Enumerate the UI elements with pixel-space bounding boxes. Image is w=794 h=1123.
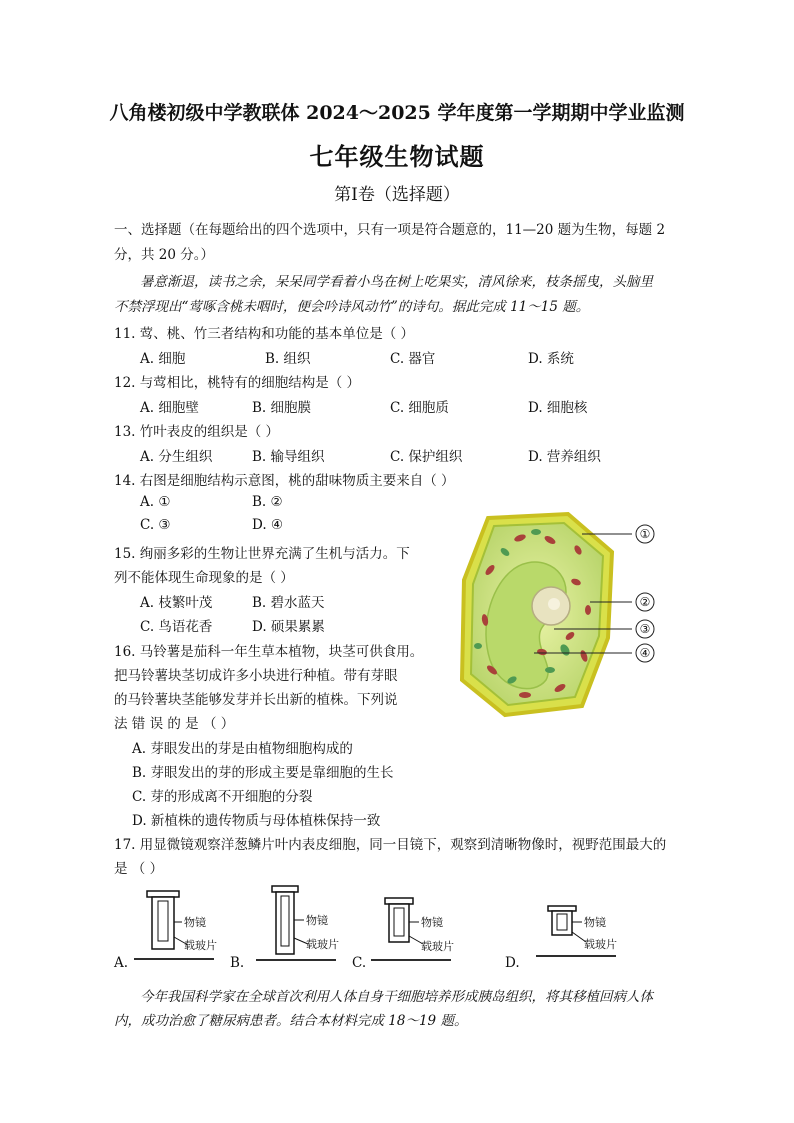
question-16-stem-line3: 的马铃薯块茎能够发芽并长出新的植株。下列说 [114,692,398,708]
passage1-line2: 不禁浮现出“莺啄含桃未咽时，便会吟诗风动竹”的诗句。据此完成 11～15 题。 [114,299,590,315]
question-11-stem: 11. 莺、桃、竹三者结构和功能的基本单位是（ ） [114,326,415,342]
q15-option-b: B. 碧水蓝天 [252,595,325,611]
exam-header-title: 八角楼初级中学教联体 2024～2025 学年度第一学期期中学业监测 [109,102,685,124]
passage2-line2: 内，成功治愈了糖尿病患者。结合本材料完成 18～19 题。 [114,1013,468,1029]
q15-option-c: C. 鸟语花香 [140,619,213,635]
objective-lens-c [365,892,475,970]
objective-label-b: 物镜 [306,914,328,927]
question-16-stem-line1: 16. 马铃薯是茄科一年生草本植物，块茎可供食用。 [114,644,424,660]
question-17-stem-line1: 17. 用显微镜观察洋葱鳞片叶内表皮细胞，同一目镜下，观察到清晰物像时，视野范围最大的 [114,837,667,853]
slide-label-a: 载玻片 [184,939,217,952]
q11-option-a: A. 细胞 [140,351,186,367]
objective-label-a: 物镜 [184,916,206,929]
q12-option-a: A. 细胞壁 [140,400,199,416]
q11-option-b: B. 组织 [265,351,311,367]
question-12-stem: 12. 与莺相比，桃特有的细胞结构是（ ） [114,375,361,391]
question-14-stem: 14. 右图是细胞结构示意图，桃的甜味物质主要来自（ ） [114,473,455,489]
q13-option-a: A. 分生组织 [140,449,213,465]
section1-instruction-line2: 分，共 20 分。） [114,247,215,263]
q16-option-b: B. 芽眼发出的芽的形成主要是靠细胞的生长 [132,765,394,781]
cell-label-3: ③ [639,622,651,636]
cell-label-4: ④ [639,646,651,660]
objective-lens-d [530,900,640,970]
q14-option-b: B. ② [252,494,283,510]
section-title: 第Ⅰ卷（选择题） [334,185,460,205]
objective-label-d: 物镜 [584,916,606,929]
q14-option-a: A. ① [140,494,171,510]
q14-option-d: D. ④ [252,517,284,533]
exam-subject-title: 七年级生物试题 [309,142,485,171]
question-15-stem-line1: 15. 绚丽多彩的生物让世界充满了生机与活力。下 [114,546,410,562]
q14-option-c: C. ③ [140,517,171,533]
question-17-stem-line2: 是 （ ） [114,861,164,877]
q15-option-d: D. 硕果累累 [252,619,325,635]
cell-label-1: ① [639,527,651,541]
q12-option-b: B. 细胞膜 [252,400,312,416]
q17-option-d: D. [505,955,520,971]
cell-label-2: ② [639,595,651,609]
q17-option-a: A. [114,955,129,971]
section1-instruction-line1: 一、选择题（在每题给出的四个选项中，只有一项是符合题意的，11—20 题为生物，每题 2 [114,222,666,238]
slide-label-c: 载玻片 [421,940,454,953]
objective-label-c: 物镜 [421,916,443,929]
q11-option-d: D. 系统 [528,351,574,367]
q13-option-c: C. 保护组织 [390,449,463,465]
objective-lens-b [250,880,360,970]
question-16-stem-line4: 法 错 误 的 是 （ ） [114,716,235,732]
question-15-stem-line2: 列不能体现生命现象的是（ ） [114,570,294,586]
q17-option-c: C. [352,955,367,971]
q16-option-a: A. 芽眼发出的芽是由植物细胞构成的 [132,741,353,757]
q11-option-c: C. 器官 [390,351,436,367]
q17-option-b: B. [230,955,245,971]
passage2-line1: 今年我国科学家在全球首次利用人体自身干细胞培养形成胰岛组织，将其移植回病人体 [140,989,653,1005]
passage1-line1: 暑意渐退，读书之余，呆呆同学看着小鸟在树上吃果实，清风徐来，枝条摇曳，头脑里 [140,274,653,290]
q13-option-d: D. 营养组织 [528,449,601,465]
question-16-stem-line2: 把马铃薯块茎切成许多小块进行种植。带有芽眼 [114,668,398,684]
plant-cell-diagram [450,510,670,725]
objective-lens-a [128,885,238,970]
q16-option-d: D. 新植株的遗传物质与母体植株保持一致 [132,813,381,829]
q12-option-c: C. 细胞质 [390,400,449,416]
q15-option-a: A. 枝繁叶茂 [140,595,213,611]
q12-option-d: D. 细胞核 [528,400,588,416]
slide-label-b: 载玻片 [306,938,339,951]
q13-option-b: B. 输导组织 [252,449,325,465]
slide-label-d: 载玻片 [584,938,617,951]
question-13-stem: 13. 竹叶表皮的组织是（ ） [114,424,280,440]
q16-option-c: C. 芽的形成离不开细胞的分裂 [132,789,313,805]
